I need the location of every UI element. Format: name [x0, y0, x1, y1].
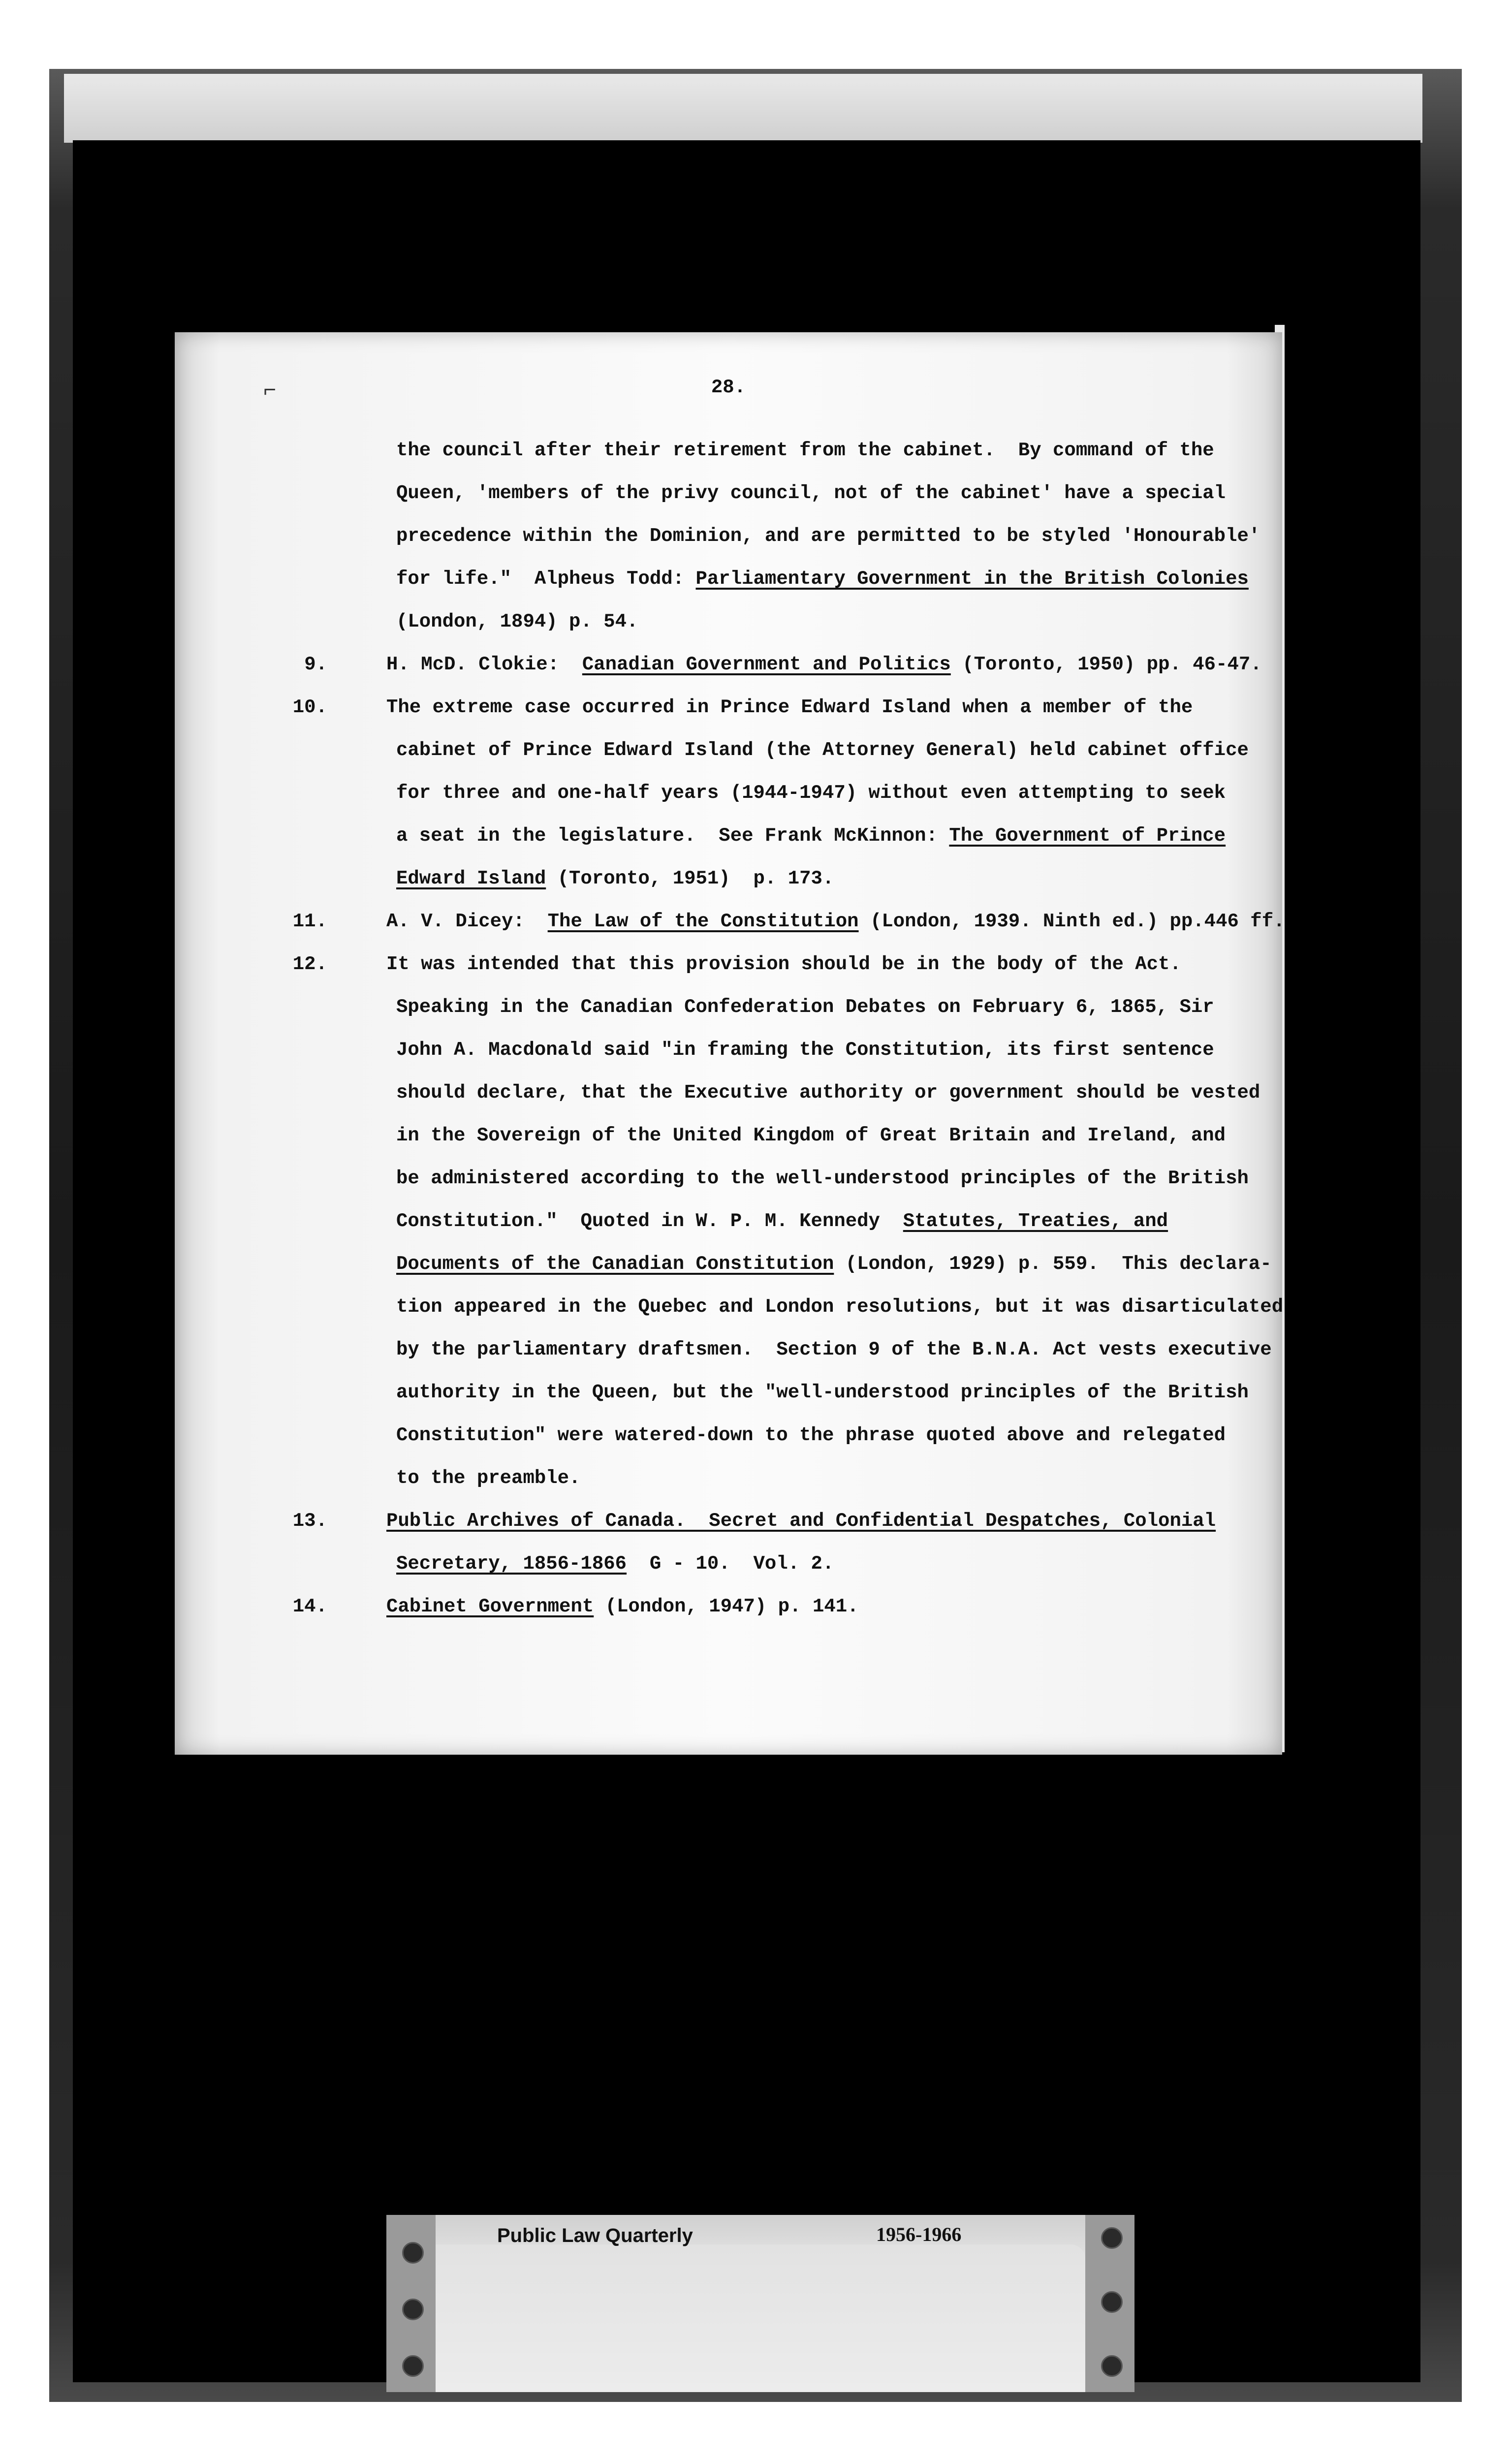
text-line: for three and one-half years (1944-1947) without even attempting to seek	[396, 782, 1226, 804]
page-number: 28.	[711, 377, 746, 398]
text-line: in the Sovereign of the United Kingdom of Great Britain and Ireland, and	[396, 1125, 1226, 1146]
text-line: authority in the Queen, but the "well-understood principles of the British	[396, 1382, 1249, 1403]
perforation-hole	[1101, 2227, 1123, 2249]
document-body	[175, 332, 1285, 1755]
perforation-hole	[1101, 2355, 1123, 2377]
text-line	[396, 1210, 1168, 1232]
note-number: 12.	[292, 953, 327, 975]
text-span: (London, 1929) p. 559. This declara-	[834, 1253, 1272, 1275]
label-years: 1956-1966	[876, 2223, 962, 2245]
text-line: Queen, 'members of the privy council, not of the cabinet' have a special	[396, 482, 1226, 504]
text-span: Constitution." Quoted in W. P. M. Kennedy	[396, 1210, 903, 1232]
text-line: tion appeared in the Quebec and London resolutions, but it was disarticulated	[396, 1296, 1284, 1318]
text-line: The extreme case occurred in Prince Edward Island when a member of the	[386, 696, 1193, 718]
perforation-hole	[402, 2355, 424, 2377]
text-line: by the parliamentary draftsmen. Section 9 of the B.N.A. Act vests executive	[396, 1339, 1272, 1360]
text-line: cabinet of Prince Edward Island (the Attorney General) held cabinet office	[396, 739, 1249, 761]
text-span: H. McD. Clokie:	[386, 654, 582, 675]
text-span: (Toronto, 1951) p. 173.	[546, 868, 834, 889]
underlined-title: Parliamentary Government in the British Colonies	[695, 568, 1249, 590]
text-line	[386, 1510, 1216, 1532]
text-line: precedence within the Dominion, and are permitted to be styled 'Honourable'	[396, 525, 1260, 547]
card-left-perforation	[386, 2215, 436, 2392]
card-right-perforation	[1085, 2215, 1134, 2392]
perforation-hole	[1101, 2291, 1123, 2313]
underlined-title: Canadian Government and Politics	[582, 654, 951, 675]
perforation-hole	[402, 2242, 424, 2264]
label-card-face	[436, 2244, 1085, 2392]
text-line: should declare, that the Executive authority or government should be vested	[396, 1082, 1260, 1104]
text-line	[396, 1253, 1272, 1275]
text-line	[396, 868, 834, 889]
note-number: 10.	[292, 696, 327, 718]
underlined-title: Documents of the Canadian Constitution	[396, 1253, 834, 1275]
text-line: It was intended that this provision should be in the body of the Act.	[386, 953, 1181, 975]
text-span: A. V. Dicey:	[386, 911, 548, 932]
underlined-title: Statutes, Treaties, and	[903, 1210, 1168, 1232]
text-line	[396, 568, 1249, 590]
label-title: Public Law Quarterly	[497, 2225, 693, 2246]
text-span: for life." Alpheus Todd:	[396, 568, 696, 590]
margin-tick-mark: ⌐	[263, 379, 277, 404]
text-line: (London, 1894) p. 54.	[396, 611, 638, 632]
document-page	[175, 332, 1285, 1755]
text-line	[396, 1553, 834, 1575]
text-line	[386, 654, 1262, 675]
underlined-title: The Law of the Constitution	[547, 911, 859, 932]
text-span: a seat in the legislature. See Frank McKinnon:	[396, 825, 949, 847]
underlined-title: Edward Island	[396, 868, 546, 889]
underlined-title: Public Archives of Canada. Secret and Confidential Despatches, Colonial	[386, 1510, 1216, 1532]
text-line	[396, 825, 1226, 847]
perforation-hole	[402, 2299, 424, 2320]
text-line: to the preamble.	[396, 1467, 581, 1489]
text-span: (London, 1947) p. 141.	[594, 1596, 859, 1617]
note-number: 11.	[292, 911, 327, 932]
note-number: 14.	[292, 1596, 327, 1617]
text-line	[386, 911, 1285, 932]
text-line	[386, 1596, 859, 1617]
text-span: G - 10. Vol. 2.	[627, 1553, 834, 1575]
underlined-title: The Government of Prince	[949, 825, 1226, 847]
note-number: 9.	[304, 654, 327, 675]
text-span: (London, 1939. Ninth ed.) pp.446 ff.	[858, 911, 1285, 932]
note-number: 13.	[292, 1510, 327, 1532]
text-line: John A. Macdonald said "in framing the Constitution, its first sentence	[396, 1039, 1214, 1061]
text-line: the council after their retirement from the cabinet. By command of the	[396, 440, 1214, 461]
underlined-title: Cabinet Government	[386, 1596, 594, 1617]
microfilm-label-card	[386, 2215, 1134, 2392]
film-leader-strip	[64, 74, 1422, 143]
underlined-title: Secretary, 1856-1866	[396, 1553, 627, 1575]
text-line: Constitution" were watered-down to the phrase quoted above and relegated	[396, 1424, 1226, 1446]
text-line: be administered according to the well-understood principles of the British	[396, 1167, 1249, 1189]
text-span: (Toronto, 1950) pp. 46-47.	[950, 654, 1262, 675]
text-line: Speaking in the Canadian Confederation Debates on February 6, 1865, Sir	[396, 996, 1214, 1018]
